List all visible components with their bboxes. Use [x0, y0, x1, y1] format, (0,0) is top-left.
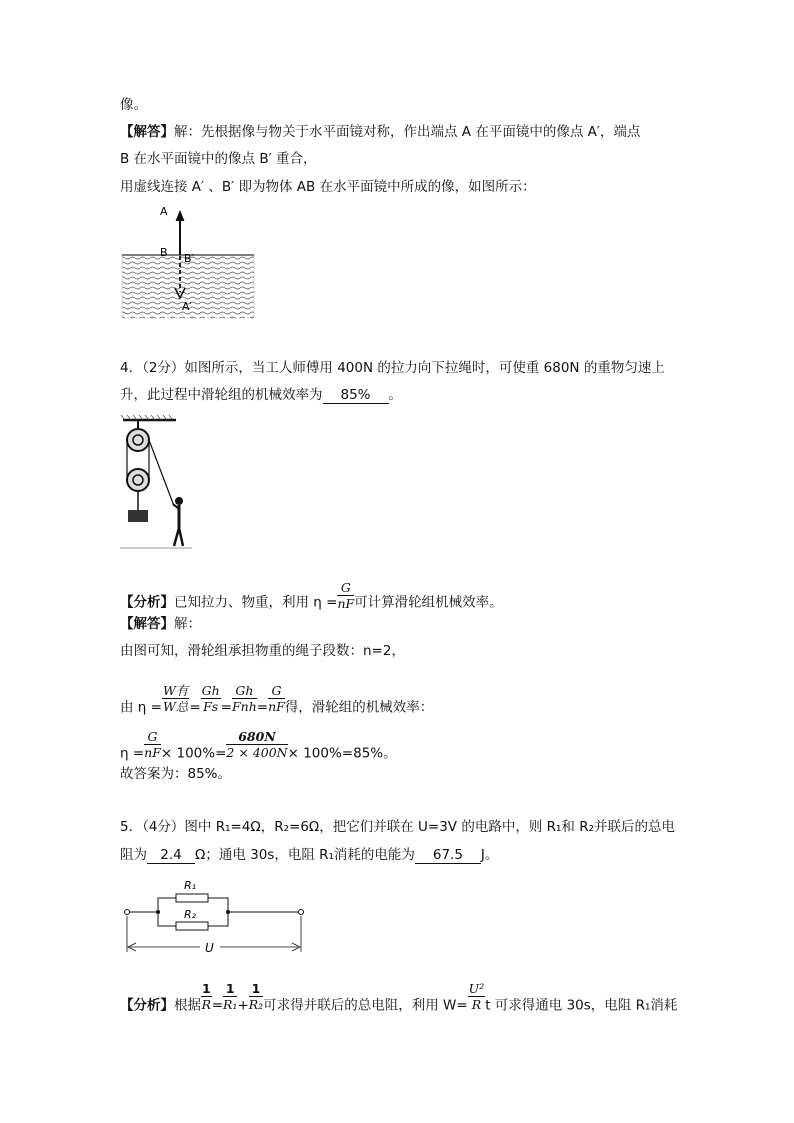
label-R2: R₂: [184, 908, 197, 921]
q5-analysis: 【分析】根据 $\frac{1}{R}$ = $\frac{1}{\text{R₁}}$ + $\frac{1}{\text{R₂}}$ 可求得并联后的总电阻，利用 W= $\frac{\text{U²}}{R}$ t 可求得通电 30s，电阻 R₁消耗: [120, 981, 678, 1014]
text-line: B 在水平面镜中的像点 B′ 重合，: [120, 151, 317, 167]
q5-stem-line1: 5．（4分）图中 R₁=4Ω，R₂=6Ω，把它们并联在 U=3V 的电路中，则 R₁和 R₂并联后的总电: [120, 819, 676, 835]
resistor-R1: [176, 894, 208, 902]
weight-block: [128, 510, 148, 522]
fraction-Gh-Fnh: Gh Fnh: [231, 683, 257, 714]
fraction-1-over-R2: $\frac{1}{\text{R₂}}$: [248, 981, 264, 1012]
q4-stem-line2: 升，此过程中滑轮组的机械效率为 85% 。: [120, 387, 402, 403]
text-line: 像。: [120, 97, 147, 113]
text-line: 【解答】解：先根据像与物关于水平面镜对称，作出端点 A 在平面镜中的像点 A′，端点: [120, 124, 641, 140]
q4-final: 故答案为：85%。: [120, 766, 232, 782]
fraction-1-over-R: $\frac{1}{R}$: [201, 981, 212, 1012]
text-line: 用虚线连接 A′ 、B′ 即为物体 AB 在水平面镜中所成的像，如图所示：: [120, 179, 536, 195]
resistor-R2: [176, 922, 208, 930]
q4-jieda: 【解答】解：: [120, 616, 201, 632]
fraction-G-over-nF: $\frac{G}{nF}$: [337, 580, 355, 611]
fraction-W: W有 W总: [162, 683, 189, 714]
q4-line-n: 由图可知，滑轮组承担物重的绳子段数：n=2，: [120, 643, 405, 659]
q5-answer2-blank: 67.5: [415, 847, 481, 864]
fraction-1-over-R1: $\frac{1}{\text{R₁}}$: [223, 981, 238, 1012]
q4-derivation: 由 η = W有 W总 = $\frac{Gh}{Fs}$ = Gh Fnh = $\frac{G}{nF}$ 得，滑轮组的机械效率：: [120, 683, 434, 716]
q4-calculation: η = $\frac{G}{nF}$ × 100%= $\frac{680N}{2 \times 400N}$ × 100%=85%。: [120, 729, 397, 762]
circuit-figure: [120, 872, 310, 956]
fraction-U2-over-R: $\frac{\text{U²}}{R}$: [468, 981, 485, 1012]
fraction-G-nF: $\frac{G}{nF}$: [268, 683, 285, 714]
label-B: B: [160, 246, 168, 259]
fraction-G-nF-calc: $\frac{G}{nF}$: [144, 729, 161, 760]
label-A-prime: A′: [182, 300, 193, 313]
label-R1: R₁: [184, 879, 197, 892]
pulley-figure: [118, 414, 194, 556]
jieda-tag: 【解答】: [120, 124, 174, 140]
q4-analysis: 【分析】已知拉力、物重，利用 η = $\frac{G}{nF}$ 可计算滑轮组机械效率。: [120, 580, 503, 611]
mirror-figure: [120, 200, 260, 322]
q4-answer-blank: 85%: [323, 387, 389, 404]
fixed-pulley: [127, 429, 149, 451]
label-A: A: [160, 205, 168, 218]
q5-stem-line2: 阻为 2.4 Ω；通电 30s，电阻 R₁消耗的电能为 67.5 J。: [120, 847, 499, 863]
movable-pulley: [127, 469, 149, 491]
q4-stem-line1: 4．（2分）如图所示，当工人师傅用 400N 的拉力向下拉绳时，可使重 680N 的重物匀速上: [120, 360, 665, 376]
q5-answer1-blank: 2.4: [147, 847, 195, 864]
fraction-680-over-800: $\frac{680N}{2 \times 400N}$: [226, 729, 288, 760]
label-B-prime: B′: [184, 252, 195, 265]
fraction-Gh-Fs: $\frac{Gh}{Fs}$: [201, 683, 220, 714]
label-U: U: [205, 941, 214, 955]
